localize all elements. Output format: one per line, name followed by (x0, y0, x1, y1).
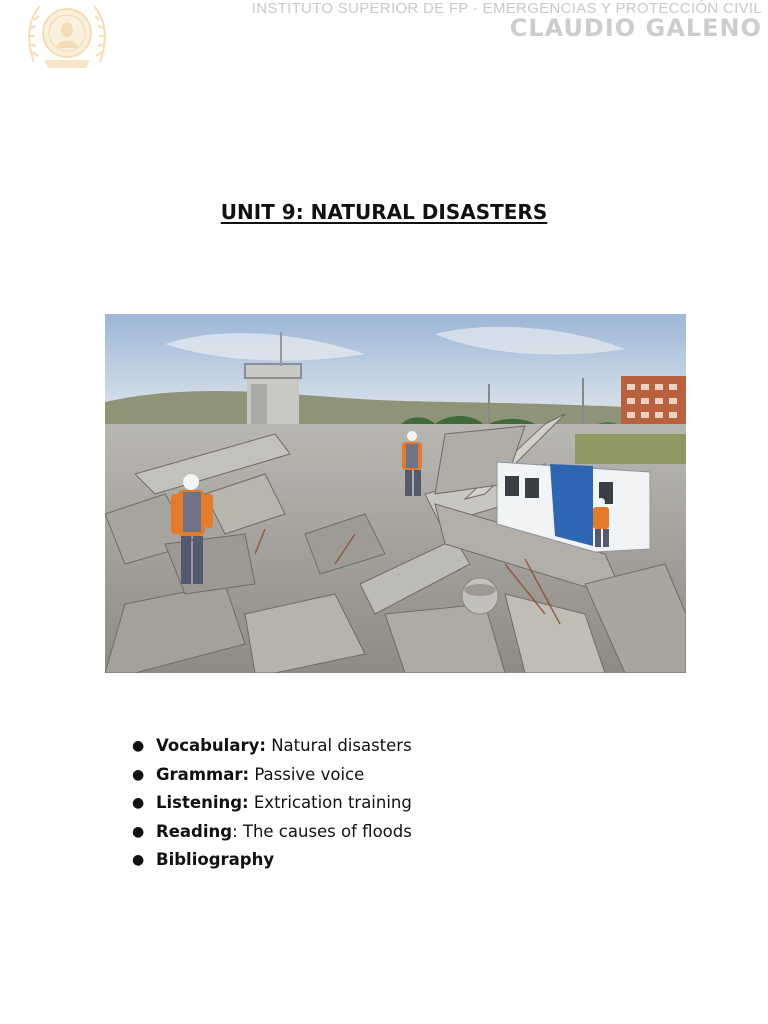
cover-photo (105, 314, 686, 673)
bullet-icon: ● (132, 852, 145, 868)
topic-term: Grammar: (156, 764, 250, 784)
topic-term: Vocabulary: (156, 736, 266, 755)
institute-name-watermark: CLAUDIO GALENO (509, 14, 762, 42)
list-item (132, 820, 412, 849)
unit-title: UNIT 9: NATURAL DISASTERS (220, 200, 548, 224)
rubble-rescue-training-photo (105, 314, 686, 673)
list-item (132, 734, 412, 763)
topic-text: Extrication training (248, 793, 412, 812)
bullet-icon: ● (132, 795, 145, 811)
institute-seal-logo (24, 0, 110, 70)
bullet-icon: ● (132, 738, 145, 754)
bullet-icon: ● (132, 823, 145, 840)
topic-text: Natural disasters (265, 736, 412, 755)
unit-topics-list (132, 734, 412, 877)
institute-line-watermark: INSTITUTO SUPERIOR DE FP - EMERGENCIAS Y PROTECCIÓN CIVIL (251, 0, 762, 17)
topic-term: Bibliography (156, 850, 275, 869)
topic-text: Passive voice (249, 764, 365, 784)
topic-text: : The causes of floods (232, 821, 412, 841)
list-item (132, 848, 412, 877)
bullet-icon: ● (132, 766, 145, 783)
topic-term: Reading (156, 821, 233, 841)
topic-term: Listening: (156, 793, 249, 812)
list-item (132, 791, 412, 820)
list-item (132, 763, 412, 792)
